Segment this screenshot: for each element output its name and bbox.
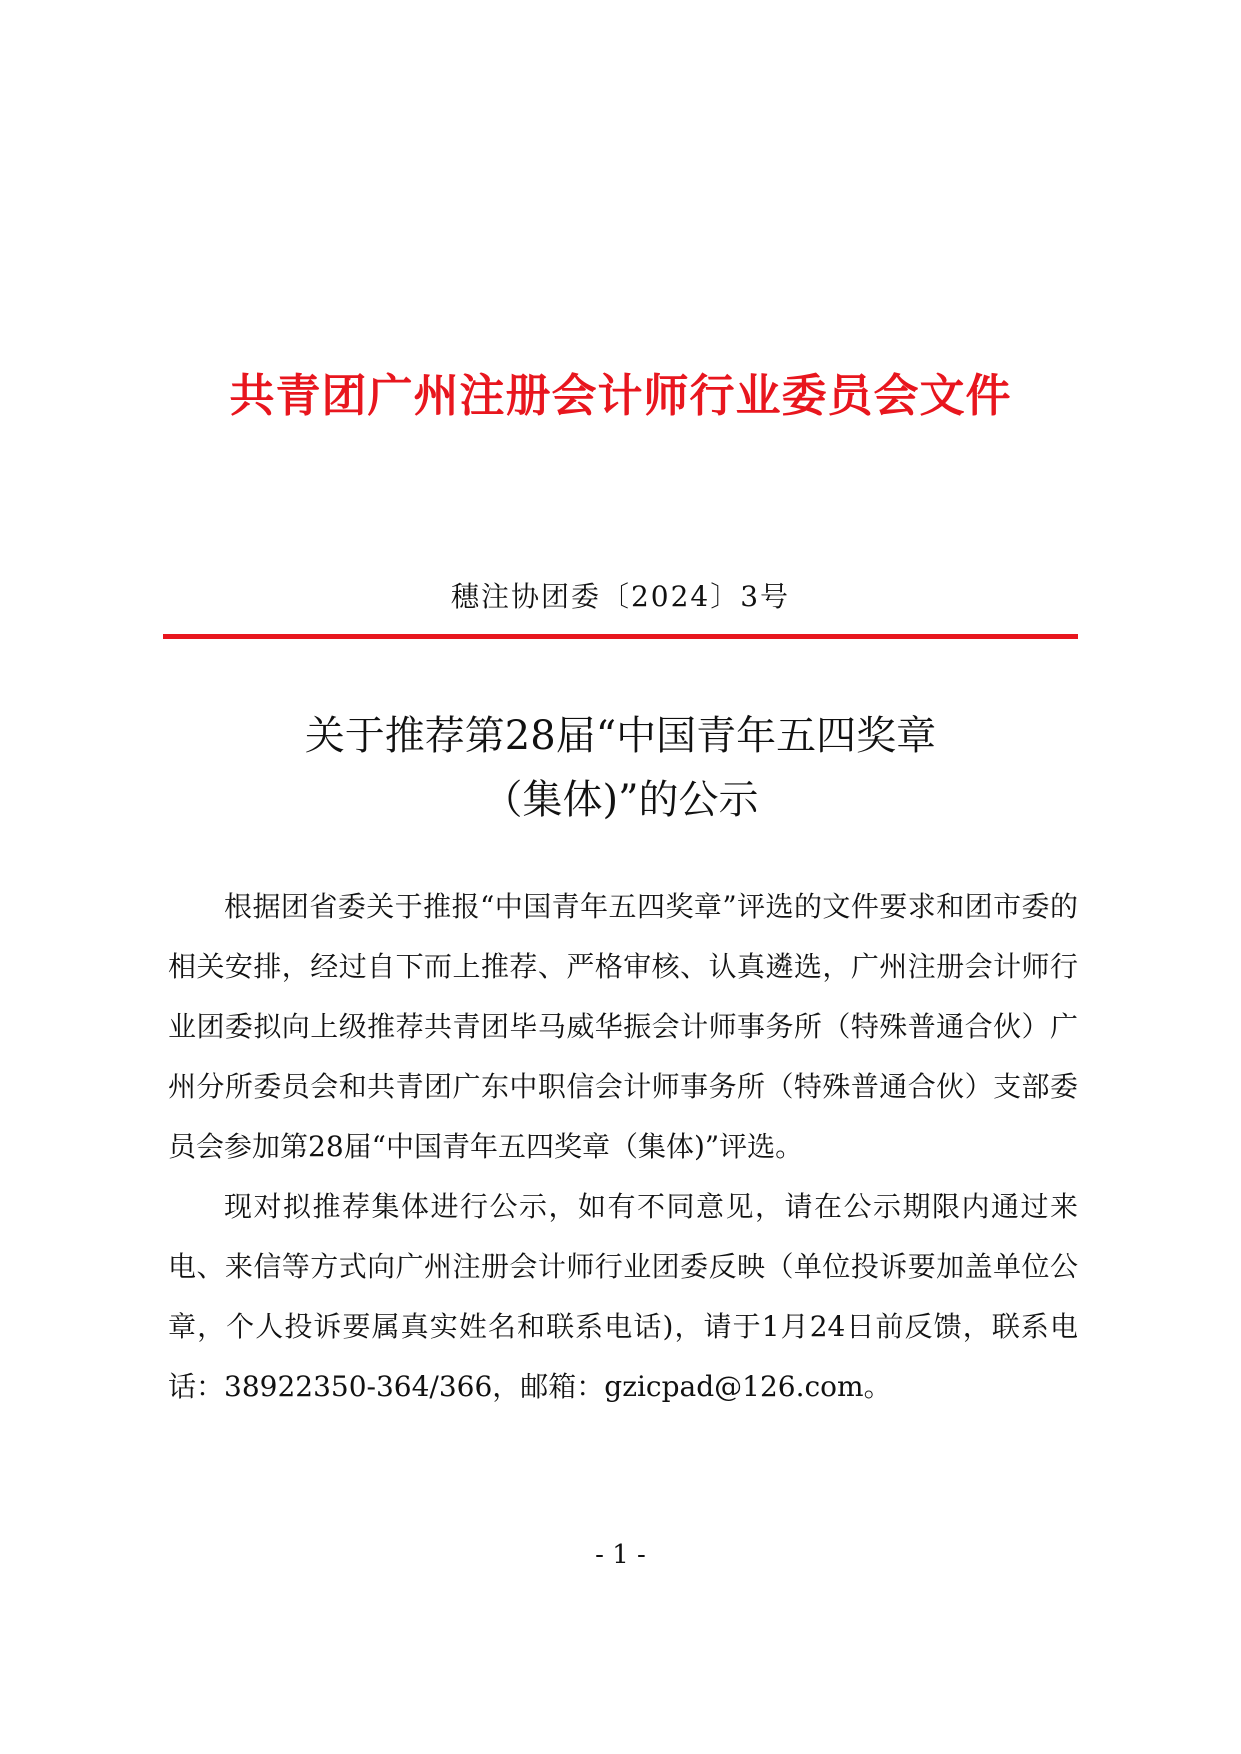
document-number: 穗注协团委〔2024〕3号 xyxy=(450,580,791,613)
body-paragraph-2: 现对拟推荐集体进行公示，如有不同意见，请在公示期限内通过来电、来信等方式向广州注册会计师行业团委反映（单位投诉要加盖单位公章，个人投诉要属真实姓名和联系电话)，请于1月24日前反馈，联系电话：38922350-364/366，邮箱：gzicpad@126.com。 xyxy=(168,1190,1078,1403)
document-title-line-2: （集体)”的公示 xyxy=(482,777,759,823)
body-paragraph-1: 根据团省委关于推报“中国青年五四奖章”评选的文件要求和团市委的相关安排，经过自下而上推荐、严格审核、认真遴选，广州注册会计师行业团委拟向上级推荐共青团毕马威华振会计师事务所（特殊普通合伙）广州分所委员会和共青团广东中职信会计师事务所（特殊普通合伙）支部委员会参加第28届“中国青年五四奖章（集体)”评选。 xyxy=(168,890,1078,1163)
header-divider xyxy=(163,634,1078,639)
document-title-line-1: 关于推荐第28届“中国青年五四奖章 xyxy=(304,713,937,759)
page-number: - 1 - xyxy=(595,1540,646,1570)
document-body xyxy=(168,877,1078,1417)
document-title xyxy=(0,704,1241,832)
organization-header-title: 共青团广州注册会计师行业委员会文件 xyxy=(229,369,1012,422)
